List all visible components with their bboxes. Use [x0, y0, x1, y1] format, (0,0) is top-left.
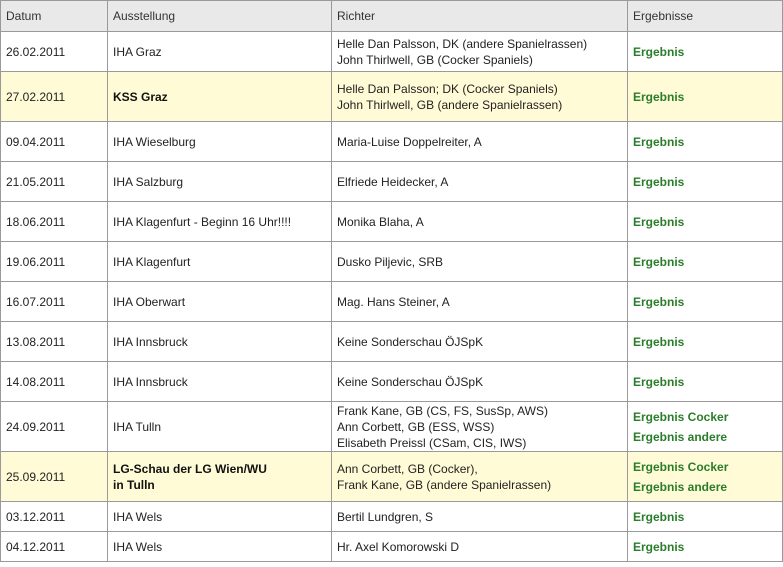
judge-name: Ann Corbett, GB (ESS, WSS)	[337, 419, 495, 434]
cell-judges	[332, 282, 628, 322]
header-richter: Richter	[332, 1, 628, 32]
judge-name: Helle Dan Palsson; DK (Cocker Spaniels)	[337, 81, 558, 96]
result-link[interactable]: Ergebnis	[633, 214, 685, 229]
result-link[interactable]: Ergebnis	[633, 334, 685, 349]
cell-show: IHA Oberwart	[108, 282, 332, 322]
result-link[interactable]: Ergebnis Cocker	[633, 409, 729, 424]
table-row	[1, 452, 783, 502]
result-link[interactable]: Ergebnis	[633, 174, 685, 189]
cell-judges	[332, 122, 628, 162]
cell-results	[628, 532, 783, 562]
table-header-row	[1, 1, 783, 32]
cell-date: 19.06.2011	[1, 242, 108, 282]
cell-results	[628, 32, 783, 72]
cell-date: 14.08.2011	[1, 362, 108, 402]
header-datum: Datum	[1, 1, 108, 32]
table-row	[1, 72, 783, 122]
cell-judges	[332, 32, 628, 72]
cell-results	[628, 122, 783, 162]
cell-judges	[332, 362, 628, 402]
cell-show: LG-Schau der LG Wien/WU in Tulln	[108, 452, 332, 502]
cell-judges	[332, 532, 628, 562]
judge-name: Helle Dan Palsson, DK (andere Spanielrassen)	[337, 36, 588, 51]
cell-results	[628, 282, 783, 322]
cell-judges	[332, 72, 628, 122]
cell-date: 26.02.2011	[1, 32, 108, 72]
table-row	[1, 322, 783, 362]
judge-name: Dusko Piljevic, SRB	[337, 254, 444, 269]
result-link[interactable]: Ergebnis	[633, 509, 685, 524]
cell-date: 24.09.2011	[1, 402, 108, 452]
judge-name: Elisabeth Preissl (CSam, CIS, IWS)	[337, 435, 527, 450]
cell-results	[628, 162, 783, 202]
cell-judges	[332, 402, 628, 452]
table-row	[1, 402, 783, 452]
result-link[interactable]: Ergebnis andere	[633, 429, 728, 444]
cell-judges	[332, 162, 628, 202]
cell-date: 21.05.2011	[1, 162, 108, 202]
judge-name: John Thirlwell, GB (Cocker Spaniels)	[337, 52, 533, 67]
cell-date: 03.12.2011	[1, 502, 108, 532]
cell-show: IHA Tulln	[108, 402, 332, 452]
table-row	[1, 532, 783, 562]
table-row	[1, 202, 783, 242]
cell-results	[628, 402, 783, 452]
cell-show: IHA Salzburg	[108, 162, 332, 202]
judge-name: Mag. Hans Steiner, A	[337, 294, 450, 309]
judge-name: Ann Corbett, GB (Cocker),	[337, 461, 478, 476]
cell-results	[628, 202, 783, 242]
judge-name: John Thirlwell, GB (andere Spanielrassen)	[337, 97, 563, 112]
cell-judges	[332, 452, 628, 502]
cell-results	[628, 362, 783, 402]
cell-judges	[332, 322, 628, 362]
cell-date: 25.09.2011	[1, 452, 108, 502]
judge-name: Keine Sonderschau ÖJSpK	[337, 374, 484, 389]
cell-show: IHA Wieselburg	[108, 122, 332, 162]
cell-show: IHA Klagenfurt - Beginn 16 Uhr!!!!	[108, 202, 332, 242]
header-ergebnisse: Ergebnisse	[628, 1, 783, 32]
cell-date: 27.02.2011	[1, 72, 108, 122]
judge-name: Monika Blaha, A	[337, 214, 424, 229]
result-link[interactable]: Ergebnis andere	[633, 479, 728, 494]
cell-results	[628, 502, 783, 532]
result-link[interactable]: Ergebnis	[633, 89, 685, 104]
cell-date: 18.06.2011	[1, 202, 108, 242]
table-row	[1, 502, 783, 532]
cell-results	[628, 72, 783, 122]
result-link[interactable]: Ergebnis Cocker	[633, 459, 729, 474]
result-link[interactable]: Ergebnis	[633, 374, 685, 389]
cell-show: IHA Graz	[108, 32, 332, 72]
cell-show: IHA Klagenfurt	[108, 242, 332, 282]
cell-date: 13.08.2011	[1, 322, 108, 362]
cell-results	[628, 452, 783, 502]
cell-date: 16.07.2011	[1, 282, 108, 322]
result-link[interactable]: Ergebnis	[633, 44, 685, 59]
cell-show: IHA Innsbruck	[108, 322, 332, 362]
table-row	[1, 32, 783, 72]
cell-results	[628, 322, 783, 362]
result-link[interactable]: Ergebnis	[633, 294, 685, 309]
table-row	[1, 122, 783, 162]
cell-show: IHA Wels	[108, 502, 332, 532]
table-row	[1, 282, 783, 322]
cell-date: 04.12.2011	[1, 532, 108, 562]
table-row	[1, 242, 783, 282]
cell-show: IHA Innsbruck	[108, 362, 332, 402]
cell-show: IHA Wels	[108, 532, 332, 562]
result-link[interactable]: Ergebnis	[633, 134, 685, 149]
judge-name: Bertil Lundgren, S	[337, 509, 434, 524]
cell-judges	[332, 502, 628, 532]
result-link[interactable]: Ergebnis	[633, 539, 685, 554]
judge-name: Keine Sonderschau ÖJSpK	[337, 334, 484, 349]
table-row	[1, 362, 783, 402]
cell-results	[628, 242, 783, 282]
judge-name: Maria-Luise Doppelreiter, A	[337, 134, 482, 149]
cell-judges	[332, 202, 628, 242]
cell-judges	[332, 242, 628, 282]
cell-show: KSS Graz	[108, 72, 332, 122]
judge-name: Frank Kane, GB (CS, FS, SusSp, AWS)	[337, 403, 548, 418]
table-row	[1, 162, 783, 202]
judge-name: Elfriede Heidecker, A	[337, 174, 449, 189]
cell-date: 09.04.2011	[1, 122, 108, 162]
result-link[interactable]: Ergebnis	[633, 254, 685, 269]
judge-name: Frank Kane, GB (andere Spanielrassen)	[337, 477, 552, 492]
judge-name: Hr. Axel Komorowski D	[337, 539, 460, 554]
header-ausstellung: Ausstellung	[108, 1, 332, 32]
